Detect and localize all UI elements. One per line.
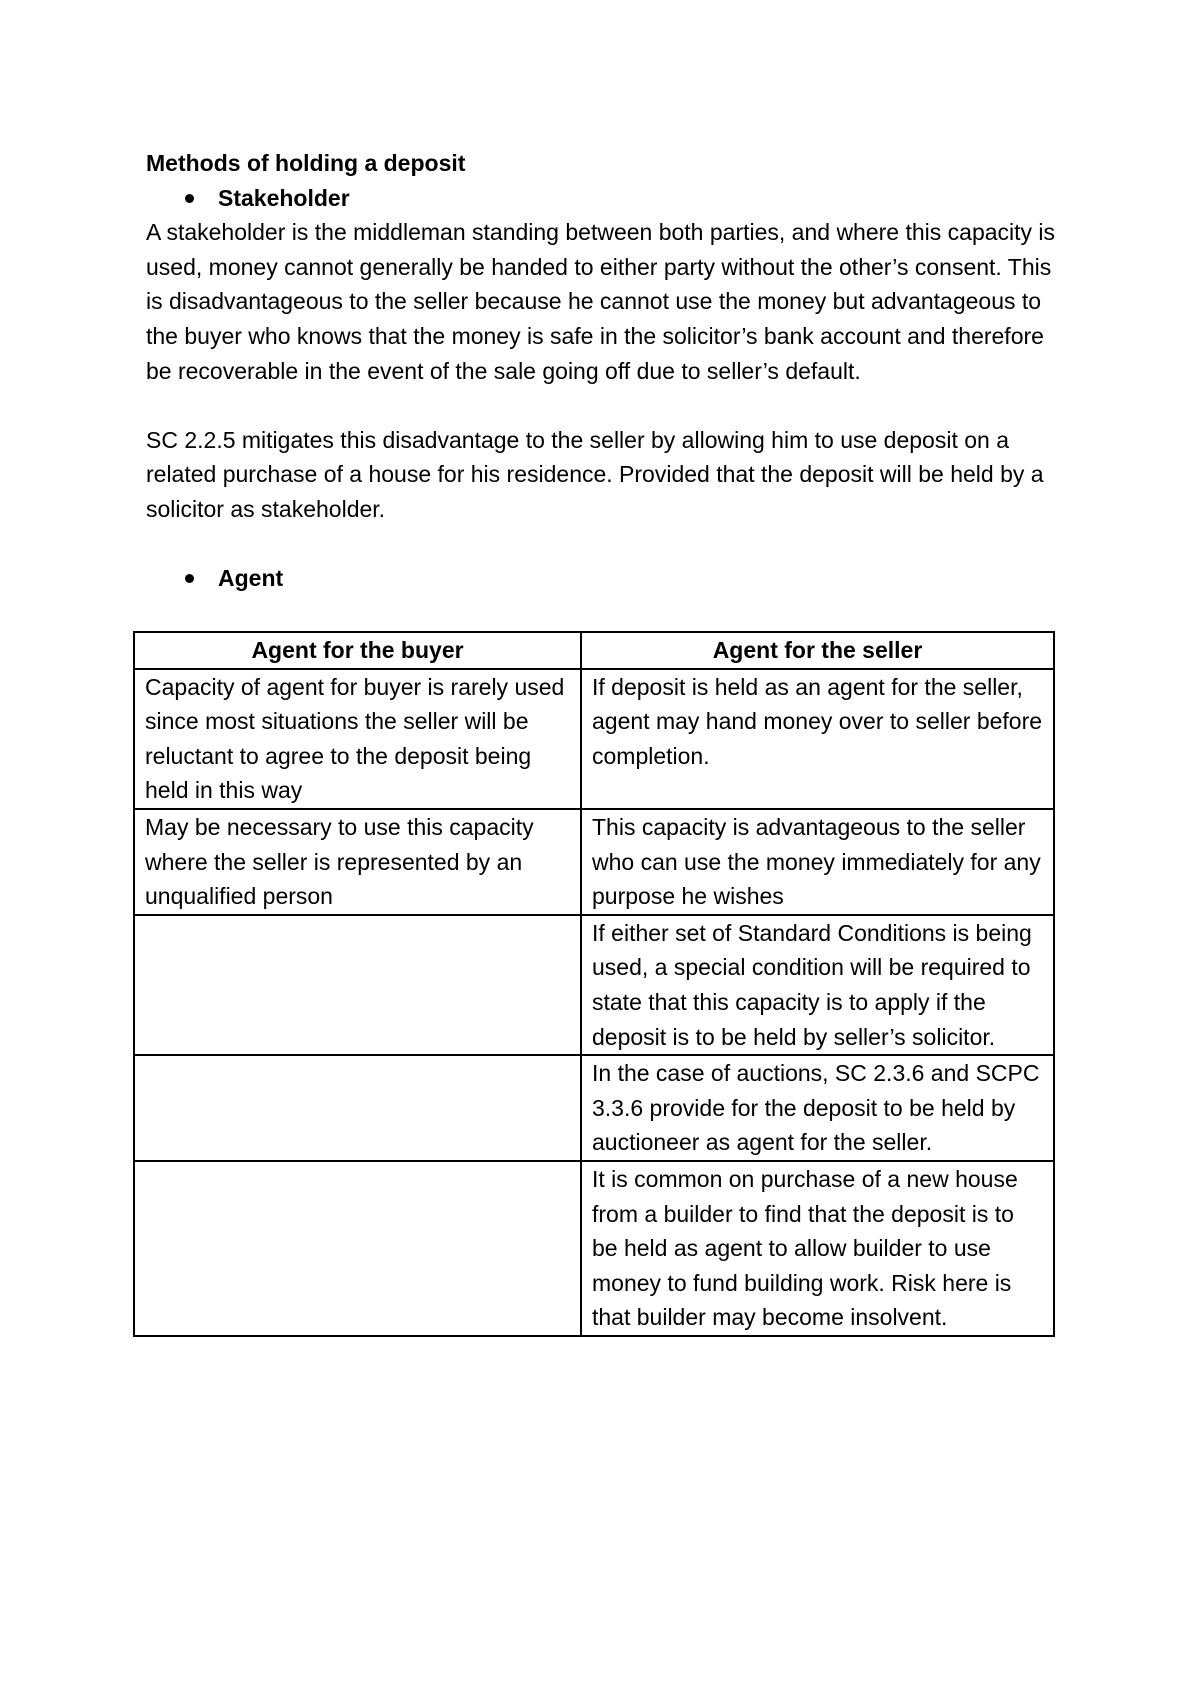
cell-buyer: Capacity of agent for buyer is rarely used since most situations the seller will be reluctant to agree to the deposit being held in this way bbox=[134, 669, 581, 809]
paragraph-spacer bbox=[146, 388, 1066, 423]
table-header-row bbox=[134, 632, 1054, 669]
bullet-agent bbox=[146, 561, 1066, 596]
cell-buyer bbox=[134, 1161, 581, 1336]
cell-buyer bbox=[134, 915, 581, 1055]
stakeholder-paragraph-2: SC 2.2.5 mitigates this disadvantage to the seller by allowing him to use deposit on a related purchase of a house for his residence. Provided that the deposit will be held by a solicitor as stakeholder. bbox=[146, 426, 1044, 522]
cell-buyer: May be necessary to use this capacity where the seller is represented by an unqualified person bbox=[134, 809, 581, 915]
bullet-dot-icon bbox=[185, 574, 194, 583]
table-row bbox=[134, 669, 1054, 809]
document-heading: Methods of holding a deposit bbox=[146, 150, 466, 176]
paragraph-spacer bbox=[146, 527, 1066, 562]
bullet-stakeholder bbox=[146, 181, 1066, 216]
stakeholder-paragraph-1: A stakeholder is the middleman standing between both parties, and where this capacity is used, money cannot generally be handed to either party without the other’s consent. This is disadvantageous to the seller because he cannot use the money but advantageous to the buyer who knows that the money is safe in the solicitor’s bank account and therefore be recoverable in the event of the sale going off due to seller’s default. bbox=[146, 219, 1056, 384]
table-row bbox=[134, 1161, 1054, 1336]
cell-seller: It is common on purchase of a new house from a builder to find that the deposit is to be held as agent to allow builder to use money to fund building work. Risk here is that builder may become insolvent. bbox=[581, 1161, 1054, 1336]
header-agent-for-seller: Agent for the seller bbox=[581, 632, 1054, 669]
cell-seller: In the case of auctions, SC 2.3.6 and SCPC 3.3.6 provide for the deposit to be held by auctioneer as agent for the seller. bbox=[581, 1055, 1054, 1161]
cell-seller: If deposit is held as an agent for the seller, agent may hand money over to seller before completion. bbox=[581, 669, 1054, 809]
table-row bbox=[134, 809, 1054, 915]
agent-comparison-table bbox=[133, 631, 1055, 1337]
cell-seller: This capacity is advantageous to the seller who can use the money immediately for any purpose he wishes bbox=[581, 809, 1054, 915]
bullet-dot-icon bbox=[185, 194, 194, 203]
document-body bbox=[146, 146, 1066, 596]
table-row bbox=[134, 915, 1054, 1055]
bullet-agent-label: Agent bbox=[218, 565, 284, 592]
cell-seller: If either set of Standard Conditions is being used, a special condition will be required to state that this capacity is to apply if the deposit is to be held by seller’s solicitor. bbox=[581, 915, 1054, 1055]
cell-buyer bbox=[134, 1055, 581, 1161]
table-row bbox=[134, 1055, 1054, 1161]
bullet-stakeholder-label: Stakeholder bbox=[218, 184, 350, 211]
header-agent-for-buyer: Agent for the buyer bbox=[134, 632, 581, 669]
